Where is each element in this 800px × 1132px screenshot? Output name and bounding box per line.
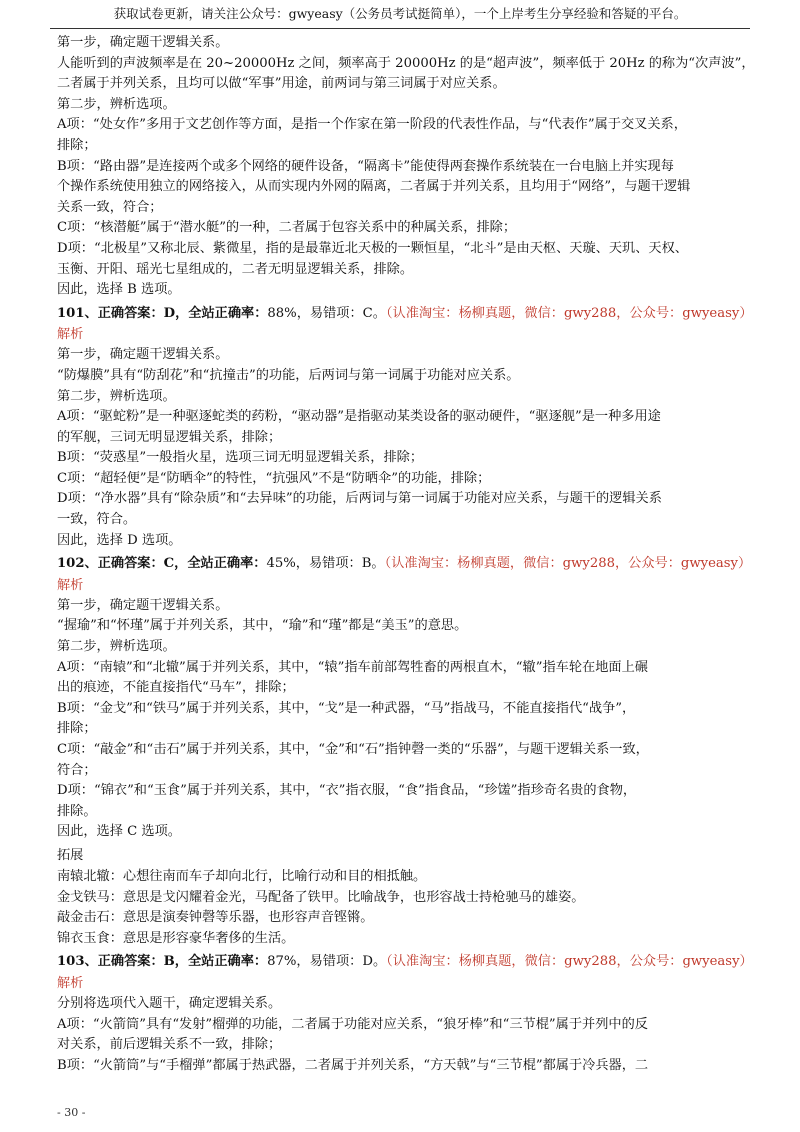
text-line: 符合； — [57, 762, 97, 778]
rate-value: 45%，易错项：B。 — [266, 556, 385, 572]
extension-line: 锦衣玉食：意思是形容豪华奢侈的生活。 — [57, 930, 295, 946]
rate-value: 88%，易错项：C。 — [267, 305, 386, 321]
text-line: 因此，选择 D 选项。 — [57, 532, 182, 548]
text-line: 第一步，确定题干逻辑关系。 — [57, 35, 229, 50]
rate-label: 全站正确率： — [187, 556, 267, 572]
text-line: 排除； — [57, 721, 97, 737]
answer-label: 正确答案： — [97, 954, 164, 970]
text-line: D项：“净水器”具有“除杂质”和“去异味”的功能，后两词与第一词属于功能对应关系，与题干的逻辑关系 — [57, 491, 662, 507]
text-line: B项：“火箭筒”与“手榴弹”都属于热武器，二者属于并列关系，“方天戟”与“三节棍”都属于冷兵器，二 — [57, 1057, 649, 1073]
answer-label: 正确答案： — [97, 556, 164, 572]
rate-label: 全站正确率： — [188, 305, 268, 321]
q100-tail — [57, 33, 755, 301]
text-line: 排除。 — [57, 803, 97, 819]
answer-value: C， — [163, 556, 188, 572]
text-line: 二者属于并列关系，且均可以做“军事”用途，前两词与第三词属于对应关系。 — [57, 76, 506, 92]
rate-label: 全站正确率： — [188, 954, 268, 970]
text-line: 第二步，辨析选项。 — [57, 96, 176, 112]
promo-text: （认准淘宝：杨柳真题，微信：gwy288，公众号：gwyeasy） — [385, 305, 753, 321]
questions — [57, 304, 753, 1077]
text-line: D项：“锦衣”和“玉食”属于并列关系，其中，“衣”指衣服，“食”指食品，“珍馐”指珍奇名贵的食物， — [57, 783, 637, 799]
rate-value: 87%，易错项：D。 — [267, 954, 387, 970]
text-line: C项：“超轻便”是“防晒伞”的特性，“抗强风”不是“防晒伞”的功能，排除； — [57, 470, 491, 486]
document-body — [57, 33, 755, 1076]
text-line: B项：“金戈”和“铁马”属于并列关系，其中，“戈”是一种武器，“马”指战马，不能直接指代“战争”， — [57, 700, 636, 716]
text-line: 第二步，辨析选项。 — [57, 639, 176, 655]
text-line: D项：“北极星”又称北辰、紫微星，指的是最靠近北天极的一颗恒星，“北斗”是由天枢、天璇、天玑、天权、 — [57, 240, 688, 256]
extension-line: 敲金击石：意思是演奏钟磬等乐器，也形容声音铿锵。 — [57, 910, 374, 926]
question-number: 103、 — [57, 954, 98, 970]
text-line: 玉衡、开阳、瑶光七星组成的，二者无明显逻辑关系，排除。 — [57, 261, 414, 277]
page-number: - 30 - — [57, 1106, 86, 1119]
text-line: B项：“路由器”是连接两个或多个网络的硬件设备，“隔离卡”能使得两套操作系统装在一台电脑上并实现每 — [57, 158, 674, 174]
header-divider — [50, 28, 750, 29]
extension-line: 金戈铁马：意思是戈闪耀着金光，马配备了铁甲。比喻战争，也形容战士持枪驰马的雄姿。 — [57, 889, 585, 905]
question-number: 102、 — [57, 556, 98, 572]
text-line: 一致，符合。 — [57, 512, 137, 528]
question-header — [57, 554, 752, 575]
text-line: A项：“驱蛇粉”是一种驱逐蛇类的药粉，“驱动器”是指驱动某类设备的驱动硬件，“驱逐舰”是一种多用途 — [57, 409, 661, 425]
text-line: C项：“敲金”和“击石”属于并列关系，其中，“金”和“石”指钟磬一类的“乐器”，与题干逻辑关系一致， — [57, 742, 649, 757]
text-line: B项：“荧惑星”一般指火星，选项三词无明显逻辑关系，排除； — [57, 450, 424, 466]
text-line: 因此，选择 C 选项。 — [57, 824, 181, 840]
extension-heading: 拓展 — [57, 847, 84, 863]
text-line: 个操作系统使用独立的网络接入，从而实现内外网的隔离，二者属于并列关系，且均用于“网络”，与题干逻辑 — [57, 179, 691, 195]
analysis-heading: 解析 — [57, 577, 84, 593]
text-line: 对关系，前后逻辑关系不一致，排除； — [57, 1037, 282, 1053]
text-line: A项：“处女作”多用于文艺创作等方面，是指一个作家在第一阶段的代表性作品，与“代表作”属于交叉关系， — [57, 117, 687, 133]
text-line: 第二步，辨析选项。 — [57, 388, 176, 404]
text-line: C项：“核潜艇”属于“潜水艇”的一种，二者属于包容关系中的种属关系，排除； — [57, 220, 517, 236]
text-line: 因此，选择 B 选项。 — [57, 282, 181, 298]
text-line: “握瑜”和“怀瑾”属于并列关系，其中，“瑜”和“瑾”都是“美玉”的意思。 — [57, 618, 468, 634]
answer-value: D， — [163, 305, 189, 321]
text-line: 出的痕迹，不能直接指代“马车”，排除； — [57, 680, 295, 696]
text-line: 第一步，确定题干逻辑关系。 — [57, 347, 229, 363]
text-line: 关系一致，符合； — [57, 199, 163, 215]
analysis-heading: 解析 — [57, 975, 84, 991]
text-line: 的军舰，三词无明显逻辑关系，排除； — [57, 429, 282, 445]
text-line: 第一步，确定题干逻辑关系。 — [57, 597, 229, 613]
question-number: 101、 — [57, 305, 98, 321]
page-header: 获取试卷更新，请关注公众号：gwyeasy（公务员考试挺简单），一个上岸考生分享经验和答疑的平台。 — [113, 6, 687, 21]
text-line: A项：“南辕”和“北辙”属于并列关系，其中，“辕”指车前部驾牲畜的两根直木，“辙”指车轮在地面上碾 — [57, 659, 648, 675]
extension-line: 南辕北辙：心想往南而车子却向北行，比喻行动和目的相抵触。 — [57, 868, 427, 884]
text-line: 人能听到的声波频率是在 20~20000Hz 之间，频率高于 20000Hz 的是“超声波”，频率低于 20Hz 的称为“次声波”， — [57, 55, 755, 71]
promo-text: （认准淘宝：杨柳真题，微信：gwy288，公众号：gwyeasy） — [386, 954, 753, 970]
text-line: 排除； — [57, 137, 97, 153]
text-line: A项：“火箭筒”具有“发射”榴弹的功能，二者属于功能对应关系，“狼牙棒”和“三节棍”属于并列中的反 — [57, 1016, 648, 1032]
answer-value: B， — [163, 954, 188, 970]
text-line: 分别将选项代入题干，确定逻辑关系。 — [57, 995, 282, 1011]
question-header — [57, 952, 753, 973]
answer-label: 正确答案： — [97, 305, 164, 321]
text-line: “防爆膜”具有“防刮花”和“抗撞击”的功能，后两词与第一词属于功能对应关系。 — [57, 367, 520, 383]
analysis-heading: 解析 — [57, 327, 84, 343]
promo-text: （认准淘宝：杨柳真题，微信：gwy288，公众号：gwyeasy） — [384, 556, 752, 572]
question-header — [57, 304, 753, 325]
